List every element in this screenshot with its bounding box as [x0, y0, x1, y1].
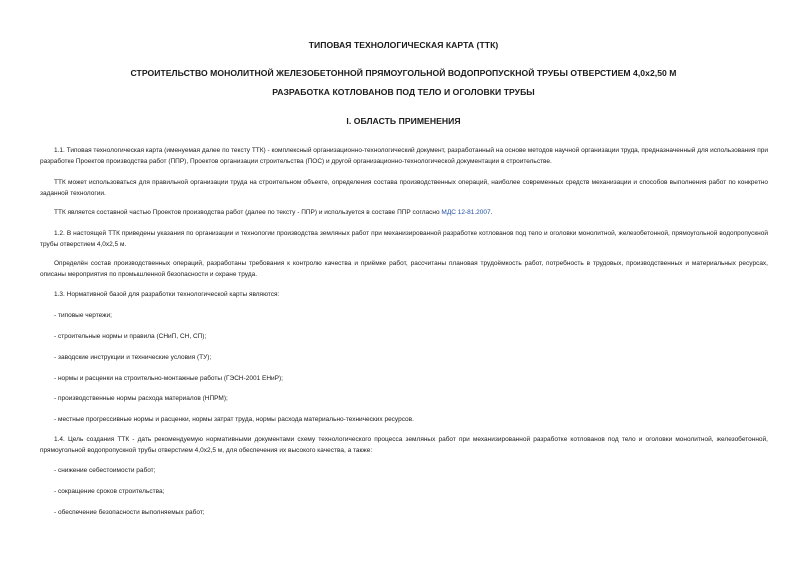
- list-item: - обеспечение безопасности выполняемых работ;: [54, 509, 205, 516]
- list-item: - строительные нормы и правила (СНиП, СН, СП);: [54, 333, 207, 340]
- section-title: I. ОБЛАСТЬ ПРИМЕНЕНИЯ: [346, 116, 461, 126]
- list-item: - местные прогрессивные нормы и расценки, нормы затрат труда, нормы расхода материально-технических ресурсов.: [54, 416, 414, 423]
- document-subject-heading: СТРОИТЕЛЬСТВО МОНОЛИТНОЙ ЖЕЛЕЗОБЕТОННОЙ ПРЯМОУГОЛЬНОЙ ВОДОПРОПУСКНОЙ ТРУБЫ ОТВЕРСТИЕМ 4,0х2,50 М: [130, 68, 677, 78]
- list-item: - производственные нормы расхода материалов (НПРМ);: [54, 395, 228, 402]
- paragraph-operations: Определён состав производственных операций, разработаны требования к контролю качества и приёмке работ, рассчитаны плановая трудоёмкость работ, потребность в трудовых, производственных и материальных ресурсах, описаны мероприятия по промышленной безопасности и охране труда.: [40, 260, 768, 278]
- paragraph-1-4: 1.4. Цель создания ТТК - дать рекомендуемую нормативными документами схему технологического процесса земляных работ при механизированной разработке котлованов под тело и оголовки монолитной, железобетонной, прямоугольной водопропускной трубы отверстием 4,0х2,5 м, для обеспечения их высокого качества, а также:: [40, 436, 768, 454]
- list-item: - типовые чертежи;: [54, 312, 112, 319]
- list-item: - заводские инструкции и технические условия (ТУ);: [54, 354, 212, 361]
- paragraph-end: .: [490, 209, 493, 216]
- paragraph-text: ТТК является составной частью Проектов производства работ (далее по тексту - ППР) и используется в составе ППР согласно: [54, 209, 442, 216]
- mds-document-link[interactable]: МДС 12-81.2007: [441, 209, 491, 216]
- list-item: - нормы и расценки на строительно-монтажные работы (ГЭСН-2001 ЕНиР);: [54, 375, 283, 382]
- document-topic-heading: РАЗРАБОТКА КОТЛОВАНОВ ПОД ТЕЛО И ОГОЛОВКИ ТРУБЫ: [272, 87, 535, 97]
- document-type-heading: ТИПОВАЯ ТЕХНОЛОГИЧЕСКАЯ КАРТА (ТТК): [308, 40, 499, 50]
- list-item: - снижение себестоимости работ;: [54, 467, 156, 474]
- paragraph-1-1: 1.1. Типовая технологическая карта (именуемая далее по тексту ТТК) - комплексный организационно-технологический документ, разработанный на основе методов научной организации труда, предназначенный для использования при разработке Проектов производства работ (ППР), Проектов организации строительства (ПОС) и другой организационно-технологической документации в строительстве.: [40, 147, 768, 165]
- paragraph-1-2: 1.2. В настоящей ТТК приведены указания по организации и технологии производства земляных работ при механизированной разработке котлованов под тело и оголовки монолитной, железобетонной, прямоугольной водопропускной трубы отверстием 4,0х2,5 м.: [40, 230, 768, 248]
- paragraph-1-3: 1.3. Нормативной базой для разработки технологической карты являются:: [54, 291, 280, 298]
- list-item: - сокращение сроков строительства;: [54, 488, 165, 495]
- paragraph-ttk-usage: ТТК может использоваться для правильной организации труда на строительном объекте, определения состава производственных операций, наиболее современных средств механизации и способов выполнения работ по конкретно заданной технологии.: [40, 179, 768, 197]
- paragraph-ttk-part-of-ppr: [40, 208, 768, 219]
